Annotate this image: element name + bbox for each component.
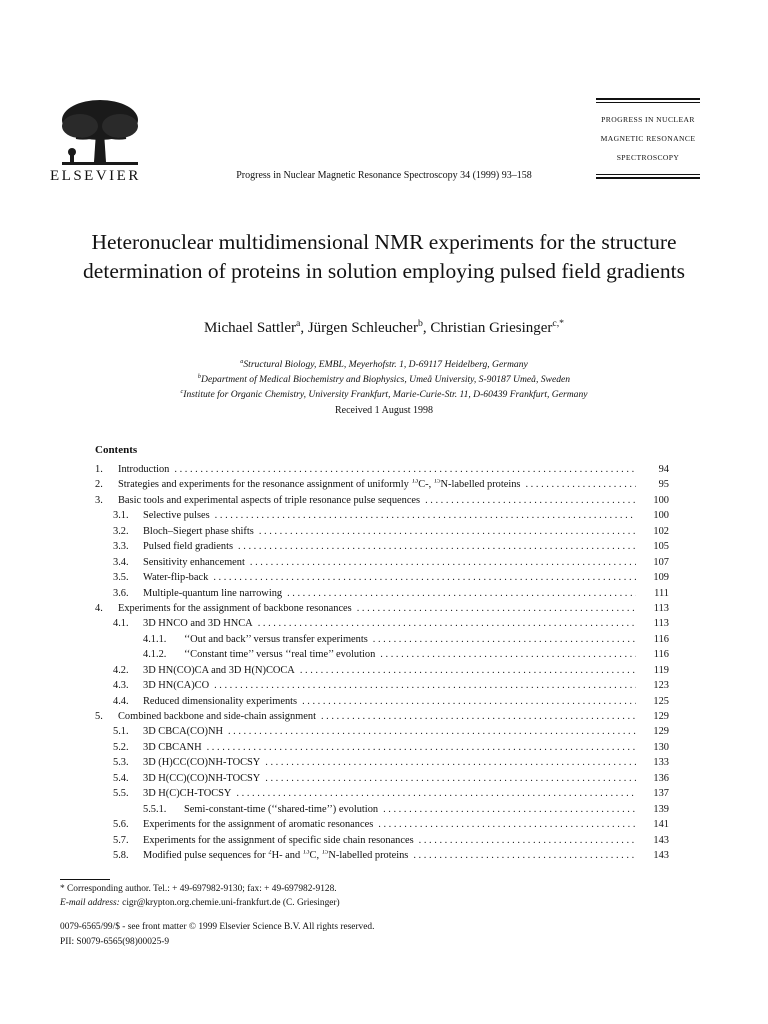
toc-entry[interactable]: [95, 510, 669, 525]
journal-box-top-rule-thin: [596, 102, 700, 103]
toc-entry-page: 133: [653, 757, 669, 769]
toc-entry-number: 5.: [95, 711, 103, 722]
journal-box-bottom-rules: [596, 174, 700, 179]
toc-dot-leader: [265, 757, 636, 768]
toc-entry-page: 116: [653, 649, 669, 661]
toc-dot-leader: [425, 495, 636, 506]
toc-entry-number: 5.5.1.: [143, 803, 167, 815]
toc-dot-leader: [259, 526, 636, 537]
toc-entry-title: Basic tools and experimental aspects of triple resonance pulse sequences: [118, 494, 421, 506]
toc-dot-leader: [213, 572, 636, 583]
toc-dot-leader: [378, 819, 636, 830]
journal-box-top-rule: [596, 98, 700, 100]
toc-dot-leader: [413, 850, 636, 861]
toc-entry[interactable]: [95, 618, 669, 633]
toc-entry-number: 4.: [95, 602, 103, 614]
toc-entry-number: 5.6.: [113, 819, 129, 831]
toc-entry-number: 3.6.: [113, 587, 129, 599]
publisher-name: ELSEVIER: [50, 168, 141, 184]
toc-entry-page: 113: [653, 618, 669, 630]
toc-entry-page: 109: [653, 572, 669, 584]
toc-entry[interactable]: [95, 850, 669, 865]
toc-entry[interactable]: [95, 557, 669, 572]
toc-dot-leader: [214, 680, 636, 691]
toc-entry-page: 139: [653, 803, 669, 815]
toc-dot-leader: [302, 696, 636, 707]
email-address[interactable]: cigr@krypton.org.chemie.uni-frankfurt.de (C. Griesinger): [119, 897, 340, 908]
affiliation-list: [0, 357, 768, 402]
toc-entry-title: Sensitivity enhancement: [143, 556, 245, 568]
toc-dot-leader: [265, 773, 636, 784]
toc-dot-leader: [228, 726, 636, 737]
article-title: Heteronuclear multidimensional NMR experiments for the structure determination of proteins in solution employing pulsed field gradients: [83, 230, 685, 283]
toc-entry-title: 3D CBCANH: [143, 741, 202, 753]
received-date: Received 1 August 1998: [334, 405, 434, 416]
toc-entry[interactable]: [95, 526, 669, 541]
journal-name-line-2: MAGNETIC RESONANCE: [600, 134, 696, 143]
toc-entry[interactable]: [95, 649, 669, 664]
toc-entry-number: 3.2.: [113, 525, 129, 537]
toc-dot-leader: [321, 711, 636, 722]
toc-entry-number: 4.1.2.: [143, 649, 167, 661]
toc-dot-leader: [207, 742, 636, 753]
toc-entry[interactable]: [95, 819, 669, 834]
toc-entry-title: Bloch–Siegert phase shifts: [143, 525, 254, 537]
toc-dot-leader: [383, 804, 636, 815]
toc-entry[interactable]: [95, 788, 669, 803]
toc-entry-title: ‘‘Out and back’’ versus transfer experiments: [184, 633, 368, 645]
toc-entry-number: 4.1.1.: [143, 633, 167, 645]
toc-dot-leader: [258, 618, 636, 629]
toc-entry-page: 129: [653, 726, 669, 738]
toc-dot-leader: [300, 665, 636, 676]
toc-entry-title: Reduced dimensionality experiments: [143, 695, 298, 707]
toc-entry-title: Experiments for the assignment of backbone resonances: [118, 602, 352, 614]
toc-entry[interactable]: [95, 835, 669, 850]
toc-entry-number: 2.: [95, 479, 103, 491]
toc-entry-page: 94: [658, 464, 669, 475]
copyright-line: 0079-6565/99/$ - see front matter © 1999 Elsevier Science B.V. All rights reserved.: [60, 922, 375, 932]
affiliation: $^b$Department of Medical Biochemistry and Biophysics, Umeå University, S-90187 Umeå, Sweden: [197, 372, 571, 385]
toc-entry-title: 3D (H)CC(CO)NH-TOCSY: [143, 757, 261, 769]
toc-entry[interactable]: [95, 665, 669, 680]
toc-entry[interactable]: [95, 726, 669, 741]
toc-dot-leader: [238, 541, 636, 552]
toc-entry-page: 125: [653, 695, 669, 707]
toc-entry[interactable]: [95, 603, 669, 618]
toc-entry[interactable]: [95, 773, 669, 788]
author-name: Michael Sattler: [203, 320, 297, 336]
toc-entry-number: 3.: [95, 494, 103, 506]
toc-entry-title: Multiple-quantum line narrowing: [143, 587, 283, 599]
affiliation: $^c$Institute for Organic Chemistry, University Frankfurt, Marie-Curie-Str. 11, D-60439 Frankfurt, Germany: [180, 387, 588, 400]
email-note: [60, 897, 340, 911]
toc-entry[interactable]: [95, 711, 669, 726]
toc-entry[interactable]: [95, 757, 669, 772]
footnote-rule: [60, 879, 110, 880]
toc-entry-page: 100: [653, 494, 669, 506]
toc-entry[interactable]: [95, 588, 669, 603]
toc-entry-title: 3D CBCA(CO)NH: [143, 726, 223, 738]
toc-entry-title: 3D HN(CO)CA and 3D H(N)COCA: [143, 664, 295, 676]
toc-entry-number: 3.1.: [113, 510, 129, 522]
toc-entry[interactable]: [95, 572, 669, 587]
toc-entry-page: 143: [653, 834, 669, 846]
contents-heading: Contents: [95, 444, 138, 456]
toc-entry-title: Semi-constant-time (‘‘shared-time’’) evolution: [184, 803, 379, 815]
table-of-contents: [95, 464, 669, 865]
toc-dot-leader: [357, 603, 636, 614]
toc-entry-page: 102: [653, 525, 669, 537]
journal-name-line-3: SPECTROSCOPY: [616, 153, 680, 162]
toc-entry-number: 5.2.: [113, 741, 129, 753]
toc-dot-leader: [215, 510, 636, 521]
author-name: Christian Griesinger: [430, 320, 553, 336]
toc-entry[interactable]: [95, 479, 669, 494]
toc-entry[interactable]: [95, 495, 669, 510]
author-name: Jürgen Schleucher: [307, 320, 418, 336]
toc-entry[interactable]: [95, 634, 669, 649]
toc-entry-page: 111: [654, 587, 669, 599]
corresponding-author-note: * Corresponding author. Tel.: + 49-697982-9130; fax: + 49-697982-9128.: [60, 884, 337, 894]
toc-entry-page: 119: [653, 664, 669, 676]
toc-dot-leader: [525, 479, 636, 490]
toc-entry-number: 4.1.: [113, 618, 129, 630]
toc-entry-number: 3.4.: [113, 556, 129, 568]
copyright-block: [60, 920, 374, 950]
toc-entry-page: 107: [653, 556, 669, 568]
toc-entry-title: Pulsed field gradients: [143, 541, 234, 553]
toc-entry[interactable]: [95, 696, 669, 711]
author-mark: b: [417, 318, 423, 329]
toc-entry-title: 3D H(CC)(CO)NH-TOCSY: [143, 772, 261, 784]
toc-entry[interactable]: [95, 680, 669, 695]
toc-entry-title: Combined backbone and side-chain assignment: [118, 711, 316, 722]
toc-entry-number: 4.2.: [113, 664, 129, 676]
toc-entry-title: Introduction: [118, 464, 170, 475]
toc-dot-leader: [287, 588, 636, 599]
toc-entry[interactable]: [95, 541, 669, 556]
toc-entry-page: 116: [653, 633, 669, 645]
toc-entry-page: 129: [653, 711, 669, 722]
toc-entry-page: 105: [653, 541, 669, 553]
toc-entry-number: 5.4.: [113, 772, 129, 784]
toc-entry-title: Water-flip-back: [143, 572, 209, 584]
toc-entry-number: 5.7.: [113, 834, 129, 846]
toc-entry-number: 5.1.: [113, 726, 129, 738]
toc-dot-leader: [236, 788, 636, 799]
journal-name-box: [596, 98, 700, 167]
toc-entry[interactable]: [95, 464, 669, 479]
toc-entry-number: 1.: [95, 464, 103, 475]
toc-entry-number: 4.4.: [113, 695, 129, 707]
toc-entry-title: Modified pulse sequences for $^2$H- and $^{13}$C, $^{15}$N-labelled proteins: [143, 849, 409, 861]
toc-entry[interactable]: [95, 742, 669, 757]
toc-entry-page: 136: [653, 772, 669, 784]
toc-dot-leader: [250, 557, 636, 568]
toc-dot-leader: [373, 634, 636, 645]
toc-entry-number: 5.5.: [113, 788, 129, 800]
toc-entry-title: Strategies and experiments for the resonance assignment of uniformly $^{13}$C-, $^{15}$N-labelled proteins: [118, 479, 521, 491]
journal-name-line-1: PROGRESS IN NUCLEAR: [601, 115, 695, 124]
author-mark: a: [296, 318, 301, 329]
toc-entry-title: Selective pulses: [143, 510, 210, 522]
toc-entry-number: 4.3.: [113, 680, 129, 692]
toc-entry[interactable]: [95, 804, 669, 819]
footnotes: [60, 883, 340, 910]
journal-citation: Progress in Nuclear Magnetic Resonance Spectroscopy 34 (1999) 93–158: [236, 170, 532, 181]
tree-icon: [58, 96, 142, 168]
toc-entry-title: ‘‘Constant time’’ versus ‘‘real time’’ evolution: [184, 649, 376, 661]
toc-entry-page: 113: [653, 602, 669, 614]
toc-dot-leader: [380, 649, 636, 660]
author-list: Michael Sattler$^a$, Jürgen Schleucher$^b$, Christian Griesinger$^{c,*}$: [203, 318, 565, 336]
email-label: E-mail address:: [60, 897, 120, 908]
toc-entry-title: 3D HNCO and 3D HNCA: [143, 618, 253, 630]
toc-entry-page: 141: [653, 819, 669, 831]
toc-entry-title: Experiments for the assignment of specific side chain resonances: [143, 834, 414, 846]
affiliation: $^a$Structural Biology, EMBL, Meyerhofstr. 1, D-69117 Heidelberg, Germany: [240, 357, 528, 370]
toc-entry-page: 95: [658, 479, 669, 491]
toc-entry-page: 100: [653, 510, 669, 522]
toc-entry-title: 3D HN(CA)CO: [143, 680, 210, 692]
toc-entry-number: 3.3.: [113, 541, 129, 553]
author-mark: c,*: [552, 318, 565, 329]
toc-entry-page: 137: [653, 788, 669, 800]
toc-dot-leader: [419, 835, 636, 846]
toc-entry-title: Experiments for the assignment of aromatic resonances: [143, 819, 374, 831]
toc-entry-number: 5.3.: [113, 757, 129, 769]
toc-entry-page: 143: [653, 849, 669, 861]
toc-entry-page: 130: [653, 741, 669, 753]
toc-dot-leader: [174, 464, 636, 475]
pii-line: PII: S0079-6565(98)00025-9: [60, 937, 170, 947]
toc-entry-number: 3.5.: [113, 572, 129, 584]
toc-entry-number: 5.8.: [113, 849, 129, 861]
toc-entry-page: 123: [653, 680, 669, 692]
toc-entry-title: 3D H(C)CH-TOCSY: [143, 788, 232, 800]
